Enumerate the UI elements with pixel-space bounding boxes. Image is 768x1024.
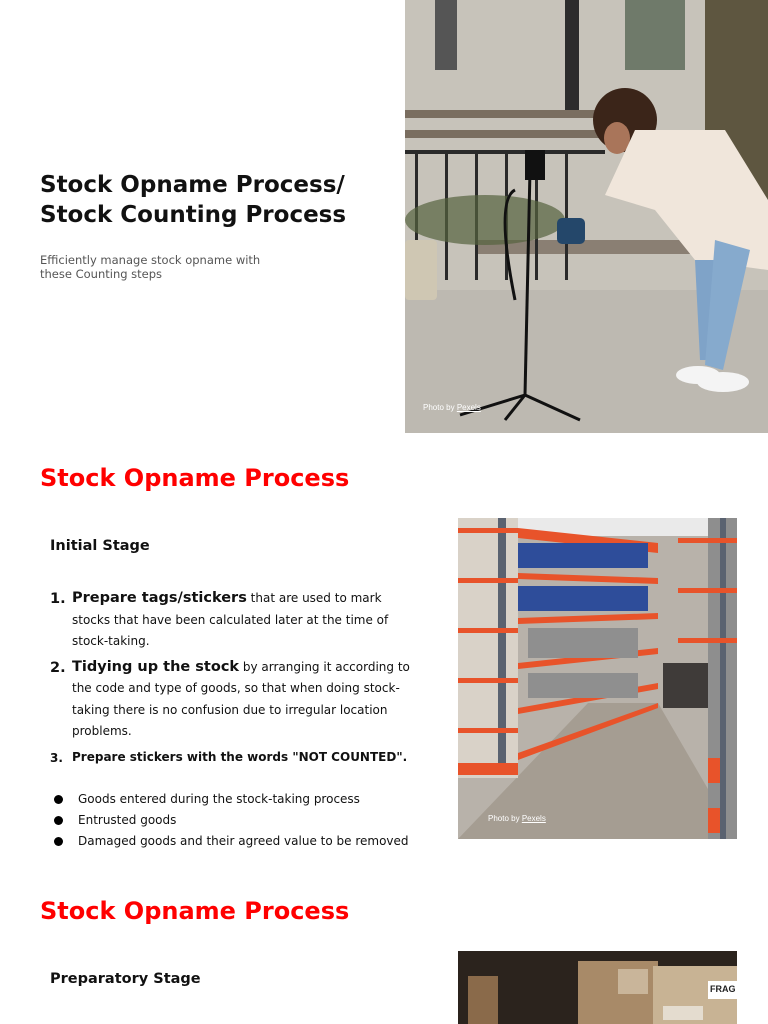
bullet-item [53, 831, 433, 852]
step-number: 1. [50, 591, 66, 607]
step-title: Prepare tags/stickers [72, 590, 247, 606]
step-item [50, 588, 415, 653]
section-heading: Stock Opname Process [40, 897, 350, 925]
warehouse-photo-credit [488, 814, 546, 823]
steps-list [50, 588, 415, 772]
stage-title: Preparatory Stage [50, 971, 201, 987]
warehouse-photo [458, 518, 737, 839]
bullet-text: Damaged goods and their agreed value to be removed [78, 834, 409, 848]
bullet-dot-icon [54, 837, 63, 846]
hero-photo-illustration [405, 0, 768, 433]
bullet-text: Entrusted goods [78, 813, 177, 827]
pexels-link[interactable]: Pexels [456, 403, 481, 412]
step-description: . [402, 749, 408, 764]
page-title [40, 170, 400, 230]
page-subtitle-line-2: these Counting steps [40, 267, 163, 281]
boxes-photo-illustration [458, 951, 737, 1024]
step-title: Tidying up the stock [72, 658, 240, 675]
bullet-text: Goods entered during the stock-taking process [78, 792, 360, 806]
credit-prefix: Photo by [488, 814, 520, 823]
hero-photo-credit [423, 403, 481, 412]
step-title: Prepare stickers with the words "NOT COUNTED" [72, 749, 403, 764]
page-title-line-2: Stock Counting Process [40, 202, 347, 228]
step-description: that are used to mark stocks that have been calculated later at the time of stock-taking. [72, 591, 389, 648]
credit-prefix: Photo by [423, 403, 455, 412]
bullet-list [53, 789, 433, 852]
stage-title: Initial Stage [50, 538, 150, 554]
bullet-dot-icon [54, 816, 63, 825]
pexels-link[interactable]: Pexels [521, 814, 546, 823]
step-description: by arranging it according to the code and type of goods, so that when doing stock-taking there is no confusion due to irregular location problems. [72, 659, 410, 738]
page-title-line-1: Stock Opname Process/ [40, 172, 345, 198]
page-subtitle [40, 253, 280, 281]
step-item [50, 657, 415, 743]
bullet-item [53, 810, 433, 831]
hero-photo [405, 0, 768, 433]
page-subtitle-line-1: Efficiently manage stock opname with [40, 253, 261, 267]
warehouse-photo-illustration [458, 518, 737, 839]
step-item [50, 747, 415, 769]
fragile-label: FRAG [710, 984, 736, 994]
step-number: 3. [50, 750, 63, 765]
bullet-dot-icon [54, 795, 63, 804]
bullet-item [53, 789, 433, 810]
step-number: 2. [50, 659, 66, 676]
section-heading: Stock Opname Process [40, 464, 350, 492]
boxes-photo [458, 951, 737, 1024]
